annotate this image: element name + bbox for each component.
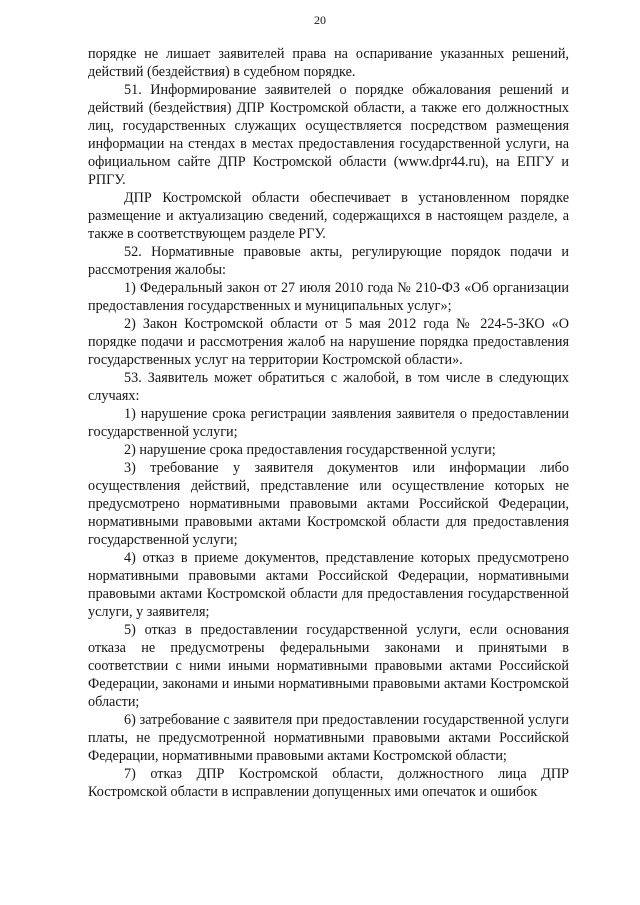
paragraph-53-item-5: 5) отказ в предоставлении государственной услуги, если основания отказа не предусмотрены федеральными законами и принятыми в соответствии с ними иными нормативными правовыми актами Российской Федерации, законами и иными нормативными правовыми актами Костромской области; xyxy=(88,622,569,710)
paragraph-53-item-3: 3) требование у заявителя документов или информации либо осуществления действий, представление или осуществление которых не предусмотрено нормативными правовыми актами Российской Федерации, нормативными правовыми актами Костромской области для предоставления государственной услуги; xyxy=(88,460,569,548)
paragraph-52-item-1: 1) Федеральный закон от 27 июля 2010 года № 210-ФЗ «Об организации предоставления государственных и муниципальных услуг»; xyxy=(88,280,569,314)
paragraph-53-item-1: 1) нарушение срока регистрации заявления заявителя о предоставлении государственной услуги; xyxy=(88,406,569,440)
paragraph-dpr-obligation: ДПР Костромской области обеспечивает в установленном порядке размещение и актуализацию сведений, содержащихся в настоящем разделе, а также в соответствующем разделе РГУ. xyxy=(88,190,569,242)
paragraph-53-item-4: 4) отказ в приеме документов, представление которых предусмотрено нормативными правовыми актами Российской Федерации, нормативными правовыми актами Костромской области для предоставления государственной услуги, у заявителя; xyxy=(88,550,569,620)
paragraph-53-item-2: 2) нарушение срока предоставления государственной услуги; xyxy=(124,442,496,458)
paragraph-51: 51. Информирование заявителей о порядке обжалования решений и действий (бездействия) ДПР Костромской области, а также его должностных лиц, государственных служащих осуществляется посредством размещения информации на стендах в местах предоставления государственной услуги, на официальном сайте ДПР Костромской области (www.dpr44.ru), на ЕПГУ и РПГУ. xyxy=(88,82,569,188)
paragraph-53-item-6: 6) затребование с заявителя при предоставлении государственной услуги платы, не предусмотренной нормативными правовыми актами Российской Федерации, нормативными правовыми актами Костромской области; xyxy=(88,712,569,764)
paragraph-53-item-7: 7) отказ ДПР Костромской области, должностного лица ДПР Костромской области в исправлении допущенных ими опечаток и ошибок xyxy=(88,766,569,800)
page-number: 20 xyxy=(314,13,326,27)
paragraph-52-item-2: 2) Закон Костромской области от 5 мая 2012 года № 224-5-ЗКО «О порядке подачи и рассмотрения жалоб на нарушение порядка предоставления государственных услуг на территории Костромской области». xyxy=(88,316,569,368)
document-body xyxy=(88,45,569,801)
paragraph-continuation: порядке не лишает заявителей права на оспаривание указанных решений, действий (бездействия) в судебном порядке. xyxy=(88,46,569,80)
paragraph-52: 52. Нормативные правовые акты, регулирующие порядок подачи и рассмотрения жалобы: xyxy=(88,244,569,278)
paragraph-53: 53. Заявитель может обратиться с жалобой, в том числе в следующих случаях: xyxy=(88,370,569,404)
